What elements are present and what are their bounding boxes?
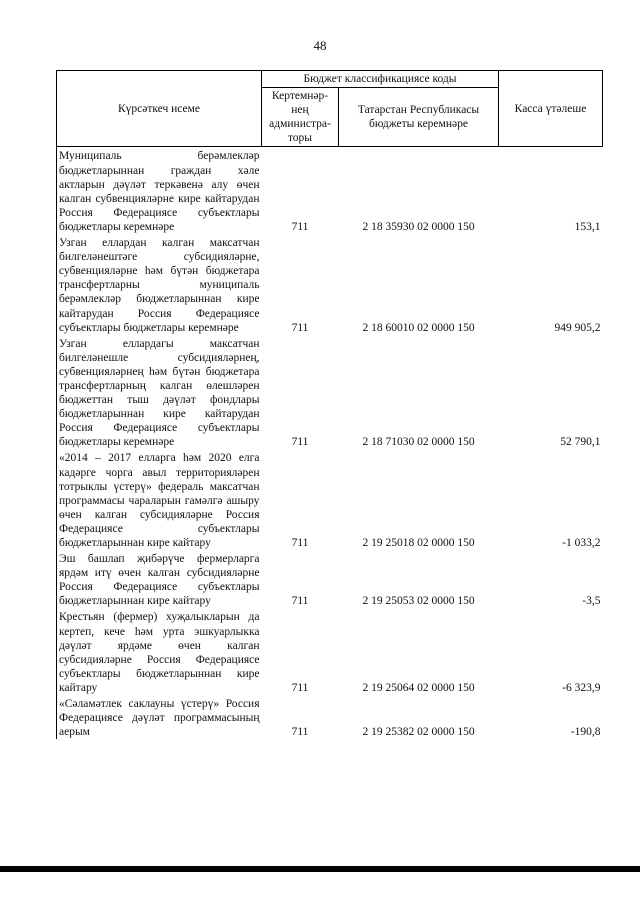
table-row xyxy=(57,449,603,550)
header-budget-codes: Бюджет классификациясе коды xyxy=(262,71,499,88)
header-cash: Касса үтәлеше xyxy=(499,71,603,147)
table-row xyxy=(57,335,603,450)
row-name: Узган еллардагы максатчан билгеләнешле субсидияләрнең, субвенцияләрнең һәм бүтән бюджетара трансфертларның калган өлешләрен бюджеттан тыш дәүләт фондлары бюджетларыннан кире кайтарудан Россия Федерациясе субъектлары бюджетлары керемнәре xyxy=(57,335,262,450)
row-admin: 711 xyxy=(291,436,309,449)
budget-revenue-table xyxy=(56,70,603,739)
row-name: «Сәламәтлек саклауны үстерү» Россия Федерациясе дәүләт программасының аерым xyxy=(57,695,262,739)
row-code: 2 19 25018 02 0000 150 xyxy=(362,537,475,549)
row-name: Муниципаль берәмлекләр бюджетларыннан граждан хәле актларын дәүләт теркәвенә алу өчен калган субвенцияләрне кире кайтарудан Россия Федерациясе субъектлары бюджетлары керемнәре xyxy=(57,147,262,234)
row-code: 2 19 25053 02 0000 150 xyxy=(362,595,475,608)
row-name: Крестьян (фермер) хуҗалыкларын да кертеп, кече һәм урта эшкуарлыкка дәүләт ярдәме өчен калган субсидияләрне Россия Федерациясе субъектлары бюджетларыннан кире кайтару xyxy=(57,608,262,695)
row-amount: 949 905,2 xyxy=(554,321,601,334)
page-number: 48 xyxy=(313,38,327,53)
row-admin: 711 xyxy=(291,595,309,608)
row-amount: -190,8 xyxy=(570,726,601,739)
row-amount: 52 790,1 xyxy=(560,436,601,449)
row-code: 2 19 25064 02 0000 150 xyxy=(362,681,475,694)
row-code: 2 19 25382 02 0000 150 xyxy=(362,726,475,739)
scan-edge-bar xyxy=(0,866,640,872)
row-amount: -3,5 xyxy=(582,595,601,608)
row-name: Узган еллардан калган максатчан билгеләнештәге субсидияләрне, субвенцияләрне һәм бүтән бюджетара трансфертларны муниципаль берәмлекләр бюджетларыннан кире кайтарудан Россия Федерациясе субъектлары бюджетлары керемнәре xyxy=(57,234,262,335)
row-amount: -6 323,9 xyxy=(562,681,601,694)
row-admin: 711 xyxy=(291,726,309,739)
row-code: 2 18 35930 02 0000 150 xyxy=(362,220,475,233)
row-admin: 711 xyxy=(291,537,309,549)
row-amount: 153,1 xyxy=(574,220,601,233)
row-name: Эш башлап җибәрүче фермерларга ярдәм итү өчен калган субсидияләрне Россия Федерациясе субъектлары бюджетларыннан кире кайтару xyxy=(57,550,262,608)
header-indicator: Күрсәткеч исеме xyxy=(57,71,262,147)
table-row xyxy=(57,608,603,695)
header-revenue: Татарстан Республикасы бюджеты керемнәре xyxy=(339,88,499,147)
table-row xyxy=(57,550,603,608)
row-name: «2014 – 2017 елларга һәм 2020 елга кадәрге чорга авыл территорияләрен тотрыклы үстерү» федераль максатчан программасы чараларын гамәлгә ашыру өчен калган субсидияләрне Россия Федерациясе субъектлары бюджетларыннан кире кайтару xyxy=(57,449,262,550)
row-admin: 711 xyxy=(291,220,309,233)
table-row xyxy=(57,695,603,739)
row-amount: -1 033,2 xyxy=(562,537,601,549)
row-code: 2 18 71030 02 0000 150 xyxy=(362,436,475,449)
header-administrator: Кертемнәр-нең администра-торы xyxy=(262,88,339,147)
row-admin: 711 xyxy=(291,321,309,334)
row-code: 2 18 60010 02 0000 150 xyxy=(362,321,475,334)
table-row xyxy=(57,234,603,335)
table-row xyxy=(57,147,603,234)
row-admin: 711 xyxy=(291,681,309,694)
